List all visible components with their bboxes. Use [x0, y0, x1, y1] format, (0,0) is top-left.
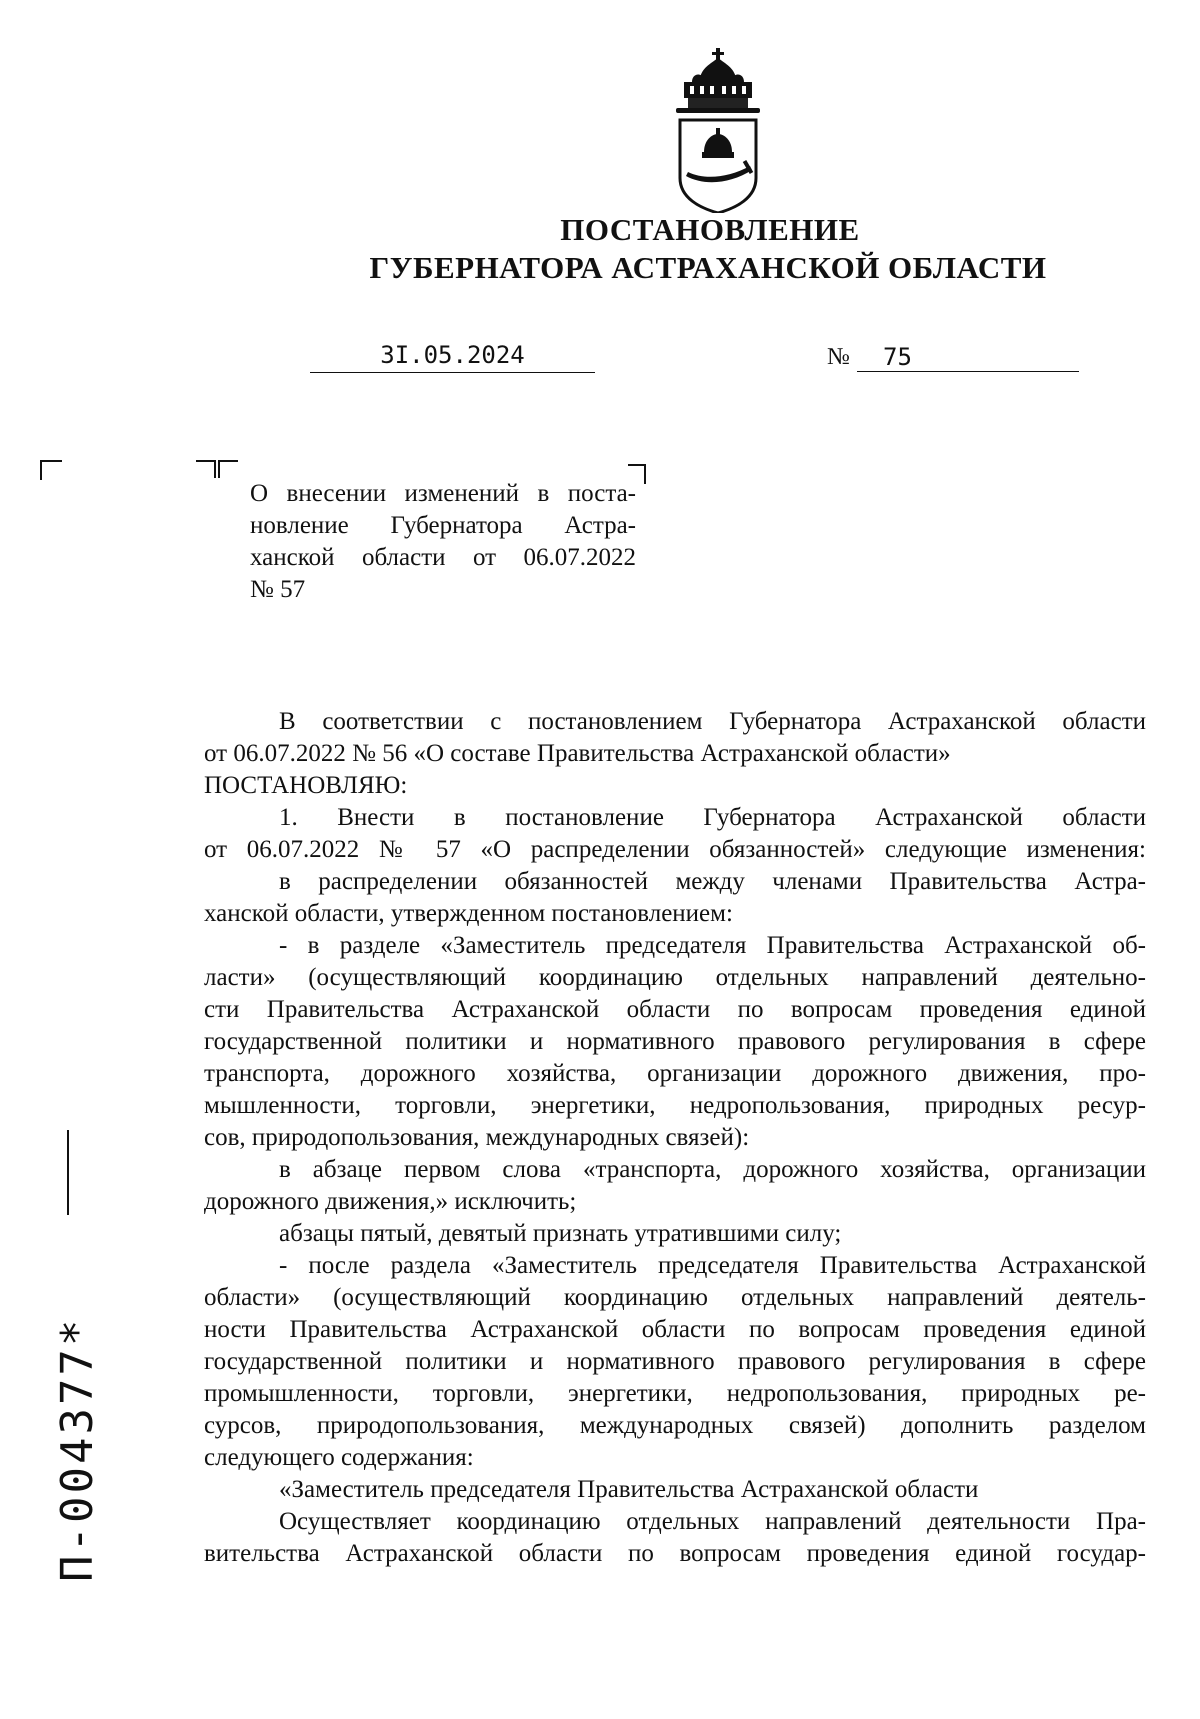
body-line: промышленности, торговли, энергетики, недропользования, природных ре-	[204, 1380, 1146, 1407]
document-body	[204, 706, 1146, 1570]
document-title: ПОСТАНОВЛЕНИЕ	[560, 212, 860, 247]
body-line: абзацы пятый, девятый признать утратившими силу;	[279, 1220, 842, 1247]
document-issuer: ГУБЕРНАТОРА АСТРАХАНСКОЙ ОБЛАСТИ	[369, 250, 1047, 285]
document-number: 75	[857, 338, 1079, 372]
body-line: сти Правительства Астраханской области по вопросам проведения единой	[204, 996, 1146, 1023]
body-line: от 06.07.2022 № 57 «О распределении обязанностей» следующие изменения:	[204, 836, 1146, 863]
body-line: ласти» (осуществляющий координацию отдельных направлений деятельно-	[204, 964, 1146, 991]
body-line: государственной политики и нормативного правового регулирования в сфере	[204, 1348, 1146, 1375]
body-line: мышленности, торговли, энергетики, недропользования, природных ресур-	[204, 1092, 1146, 1119]
subject-line: О внесении изменений в поста-	[250, 480, 636, 507]
document-subject	[250, 478, 636, 606]
body-line: области» (осуществляющий координацию отдельных направлений деятель-	[204, 1284, 1146, 1311]
body-line: следующего содержания:	[204, 1444, 474, 1471]
body-line: ности Правительства Астраханской области по вопросам проведения единой	[204, 1316, 1146, 1343]
subject-line: ханской области от 06.07.2022	[250, 544, 636, 571]
body-line: - в разделе «Заместитель председателя Правительства Астраханской об-	[279, 932, 1146, 959]
body-line: вительства Астраханской области по вопросам проведения единой государ-	[204, 1540, 1146, 1567]
subject-line: № 57	[250, 576, 306, 603]
astrakhan-coat-of-arms-icon	[670, 48, 766, 213]
corner-mark	[40, 460, 62, 480]
body-line: дорожного движения,» исключить;	[204, 1188, 577, 1215]
body-line: В соответствии с постановлением Губернатора Астраханской области	[279, 708, 1146, 735]
body-line: сов, природопользования, международных связей):	[204, 1124, 750, 1151]
body-line: Осуществляет координацию отдельных направлений деятельности Пра-	[279, 1508, 1146, 1535]
number-label: №	[827, 344, 850, 370]
body-line: ПОСТАНОВЛЯЮ:	[204, 772, 408, 799]
body-line: - после раздела «Заместитель председателя Правительства Астраханской	[279, 1252, 1146, 1279]
document-date: 3I.05.2024	[380, 341, 525, 369]
subject-line: новление Губернатора Астра-	[250, 512, 636, 539]
body-line: государственной политики и нормативного правового регулирования в сфере	[204, 1028, 1146, 1055]
serial-number: П-004377*	[52, 1316, 103, 1582]
margin-mark	[67, 1130, 69, 1215]
document-date-field	[310, 338, 595, 373]
corner-mark	[196, 460, 216, 478]
body-line: ханской области, утвержденном постановлением:	[204, 900, 733, 927]
corner-mark	[218, 460, 238, 478]
body-line: от 06.07.2022 № 56 «О составе Правительства Астраханской области»	[204, 740, 951, 767]
body-line: в распределении обязанностей между членами Правительства Астра-	[279, 868, 1146, 895]
body-line: сурсов, природопользования, международных связей) дополнить разделом	[204, 1412, 1146, 1439]
body-line: «Заместитель председателя Правительства Астраханской области	[279, 1476, 979, 1503]
body-line: транспорта, дорожного хозяйства, организации дорожного движения, про-	[204, 1060, 1146, 1087]
body-line: 1. Внести в постановление Губернатора Астраханской области	[279, 804, 1146, 831]
body-line: в абзаце первом слова «транспорта, дорожного хозяйства, организации	[279, 1156, 1146, 1183]
